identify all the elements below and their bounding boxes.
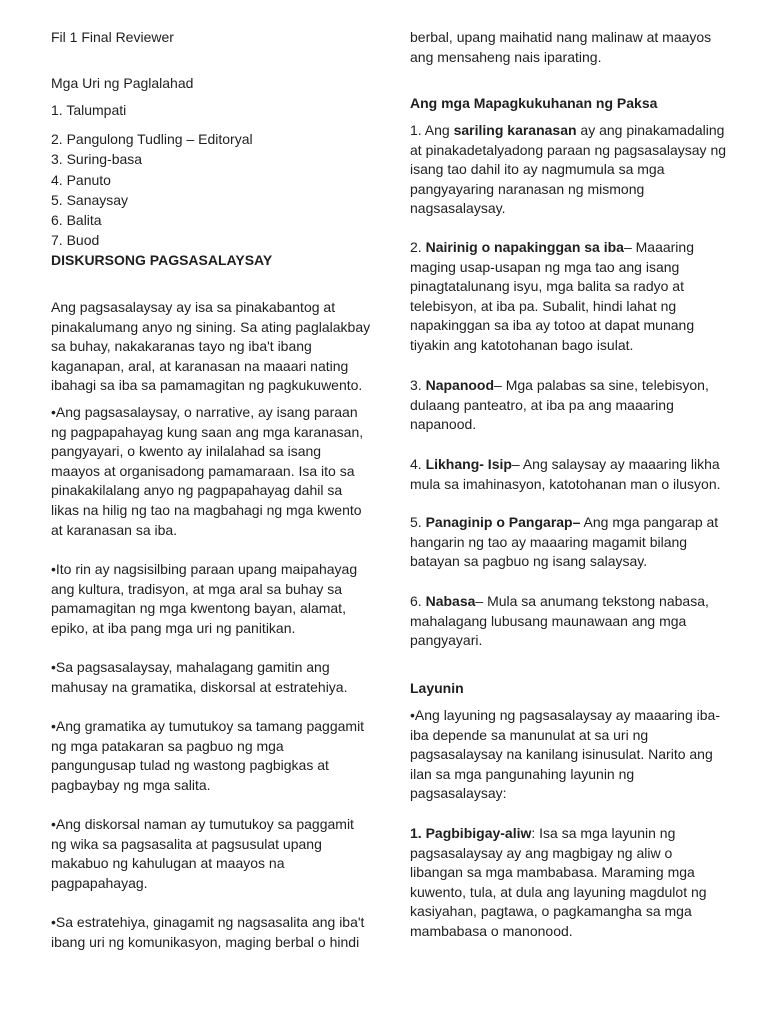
item-number: 5.	[410, 514, 426, 530]
body-paragraph: •Ang gramatika ay tumutukoy sa tamang paggamit ng mga patakaran sa pagbuo ng mga pangungusap tulad ng wastong pagbigkas at pagbaybay ng mga salita.	[51, 718, 365, 793]
item-number: 1.	[410, 825, 426, 841]
continuation-paragraph: berbal, upang maihatid nang malinaw at maayos ang mensaheng nais iparating.	[410, 29, 712, 65]
sources-heading: Ang mga Mapagkukuhanan ng Paksa	[410, 95, 658, 111]
item-text: Ang mga pangarap at hangarin ng tao ay maaaring magamit bilang batayan sa pagbuo ng isang salaysay.	[410, 514, 719, 570]
item-text: – Mga palabas sa sine, telebisyon, dulaang panteatro, at iba pa ang maaaring napanood.	[410, 377, 709, 433]
body-paragraph: •Ang pagsasalaysay, o narrative, ay isang paraan ng pagpapahayag kung saan ang mga karanasan, pangyayari, o kwento ay inilalahad sa isang maayos at organisadong pamamaraan. Isa ito sa pinakakilalang anyo ng pagpapahayag dahil sa likas na hilig ng tao na magbahagi ng mga kwento at karanasan sa iba.	[51, 404, 364, 538]
source-item	[410, 121, 728, 219]
list-heading: Mga Uri ng Paglalahad	[51, 75, 194, 91]
item-text: – Mula sa anumang tekstong nabasa, mahalagang lubusang maunawaan ang mga pangyayari.	[410, 593, 709, 649]
item-term: Panaginip o Pangarap–	[425, 514, 581, 530]
list-item: 4. Panuto	[51, 172, 111, 188]
item-number: 4.	[410, 456, 426, 472]
list-item: 6. Balita	[51, 212, 102, 228]
source-item	[410, 238, 728, 356]
source-item	[410, 376, 728, 435]
item-number: 2.	[410, 239, 426, 255]
body-paragraph: Ang pagsasalaysay ay isa sa pinakabantog at pinakalumang anyo ng sining. Sa ating paglalakbay sa buhay, nakakaranas tayo ng iba't ibang kaganapan, aral, at karanasan na maaari nating ibahagi sa iba sa pamamagitan ng pagkukuwento.	[51, 299, 371, 394]
item-term: sariling karanasan	[453, 122, 577, 138]
purpose-heading: Layunin	[410, 680, 464, 696]
document-title: Fil 1 Final Reviewer	[51, 29, 174, 45]
body-paragraph: •Sa estratehiya, ginagamit ng nagsasalita ang iba't ibang uri ng komunikasyon, maging berbal o hindi	[51, 914, 365, 950]
item-term: Pagbibigay-aliw	[425, 825, 532, 841]
item-number: 3.	[410, 377, 426, 393]
item-term: Nairinig o napakinggan sa iba	[425, 239, 624, 255]
item-number: 6.	[410, 593, 426, 609]
item-term: Likhang- Isip	[425, 456, 512, 472]
item-text: – Ang salaysay ay maaaring likha mula sa imahinasyon, katotohanan man o ilusyon.	[410, 456, 721, 492]
item-text: : Isa sa mga layunin ng pagsasalaysay ay ang magbigay ng aliw o libangan sa mga mambabasa. Maraming mga kuwento, tula, at dula ang layuning magdulot ng kasiyahan, pagtawa, o pagkamangha sa mga mambabasa o manonood.	[410, 825, 707, 939]
item-text: ay ang pinakamadaling at pinakadetalyadong paraan ng pagsasalaysay ng isang tao dahil ito ay nagmumula sa mga pangyayaring naranasan ng mismong nagsasalaysay.	[410, 122, 727, 217]
body-paragraph: •Sa pagsasalaysay, mahalagang gamitin ang mahusay na gramatika, diskorsal at estratehiya.	[51, 659, 348, 695]
purpose-intro: •Ang layuning ng pagsasalaysay ay maaaring iba-iba depende sa manunulat at sa uri ng pagsasalaysay na kanilang isinusulat. Narito ang ilan sa mga pangunahing layunin ng pagsasalaysay:	[410, 707, 720, 802]
section-heading: DISKURSONG PAGSASALAYSAY	[51, 252, 273, 268]
source-item	[410, 513, 728, 572]
item-term: Napanood	[425, 377, 495, 393]
list-item: 5. Sanaysay	[51, 192, 129, 208]
item-number: 1. Ang	[410, 122, 454, 138]
list-item: 1. Talumpati	[51, 102, 127, 118]
source-item	[410, 592, 728, 651]
purpose-item	[410, 824, 728, 942]
list-item: 3. Suring-basa	[51, 151, 143, 167]
item-term: Nabasa	[425, 593, 476, 609]
body-paragraph: •Ito rin ay nagsisilbing paraan upang maipahayag ang kultura, tradisyon, at mga aral sa buhay sa pamamagitan ng mga kwentong bayan, alamat, epiko, at iba pang mga uri ng panitikan.	[51, 561, 358, 636]
item-text: – Maaaring maging usap-usapan ng mga tao ang isang pinagtatalunang isyu, mga balita sa radyo at telebisyon, at iba pa. Subalit, hindi lahat ng napakinggan sa iba ay totoo at dapat munang tiyakin ang katotohanan bago isulat.	[410, 239, 695, 353]
list-item: 7. Buod	[51, 232, 100, 248]
source-item	[410, 455, 728, 494]
list-item: 2. Pangulong Tudling – Editoryal	[51, 131, 253, 147]
body-paragraph: •Ang diskorsal naman ay tumutukoy sa paggamit ng wika sa pagsasalita at pagsusulat upang makabuo ng kahulugan at maayos na pagpapahayag.	[51, 816, 354, 891]
